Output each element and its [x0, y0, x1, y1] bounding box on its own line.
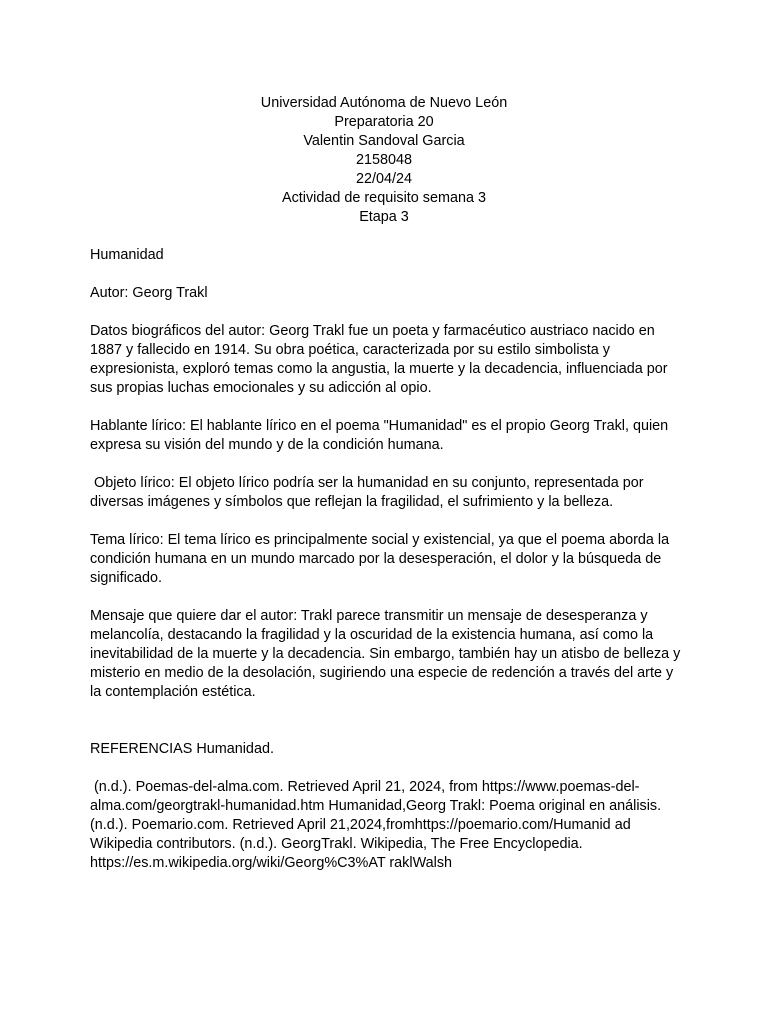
bio-paragraph: Datos biográficos del autor: Georg Trakl fue un poeta y farmacéutico austriaco nacido en 1887 y fallecido en 1914. Su obra poética, caracterizada por su estilo simbolista y expresionista, exploró temas como la angustia, la muerte y la decadencia, influenciada por sus propias luchas emocionales y su adicción al opio. — [90, 323, 668, 396]
poem-title: Humanidad — [90, 247, 164, 263]
speaker-paragraph: Hablante lírico: El hablante lírico en el poema "Humanidad" es el propio Georg Trakl, quien expresa su visión del mundo y de la condición humana. — [90, 418, 669, 453]
reference-line: https://es.m.wikipedia.org/wiki/Georg%C3%AT raklWalsh — [90, 855, 453, 871]
student-name: Valentin Sandoval Garcia — [303, 133, 465, 149]
document-date: 22/04/24 — [355, 171, 413, 187]
activity-name: Actividad de requisito semana 3 — [282, 190, 486, 206]
message-paragraph: Mensaje que quiere dar el autor: Trakl parece transmitir un mensaje de desesperanza y melancolía, destacando la fragilidad y la oscuridad de la existencia humana, así como la inevitabilidad de la muerte y la decadencia. Sin embargo, también hay un atisbo de belleza y misterio en medio de la desolación, sugiriendo una especie de redención a través del arte y la contemplación estética. — [90, 608, 681, 700]
stage-name: Etapa 3 — [359, 209, 409, 225]
author-line: Autor: Georg Trakl — [90, 285, 208, 301]
document-header — [90, 94, 678, 227]
theme-paragraph: Tema lírico: El tema lírico es principalmente social y existencial, ya que el poema aborda la condición humana en un mundo marcado por la desesperación, el dolor y la búsqueda de significado. — [90, 532, 670, 586]
object-paragraph: Objeto lírico: El objeto lírico podría ser la humanidad en su conjunto, representada por diversas imágenes y símbolos que reflejan la fragilidad, el sufrimiento y la belleza. — [90, 475, 648, 510]
references-list — [90, 778, 682, 873]
references-heading: REFERENCIAS Humanidad. — [90, 741, 274, 757]
reference-line: (n.d.). Poemario.com. Retrieved April 21,2024,fromhttps://poemario.com/Humanid ad — [90, 817, 631, 833]
reference-line: alma.com/georgtrakl-humanidad.htm Humanidad,Georg Trakl: Poema original en análisis. — [90, 798, 662, 814]
university-name: Universidad Autónoma de Nuevo León — [260, 95, 508, 111]
reference-line: Wikipedia contributors. (n.d.). GeorgTrakl. Wikipedia, The Free Encyclopedia. — [90, 836, 583, 852]
school-name: Preparatoria 20 — [334, 114, 434, 130]
student-id: 2158048 — [355, 152, 413, 168]
reference-line: (n.d.). Poemas-del-alma.com. Retrieved April 21, 2024, from https://www.poemas-del- — [90, 779, 640, 795]
document-page — [90, 94, 682, 873]
